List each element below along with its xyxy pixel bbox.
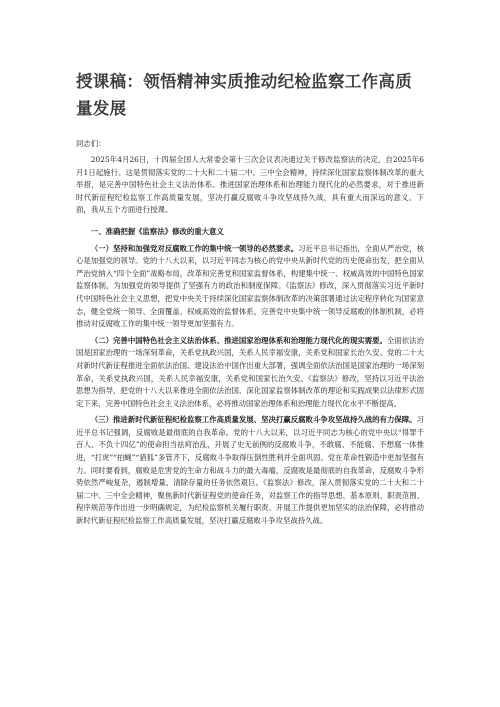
subsection-paragraph-3 bbox=[76, 414, 424, 527]
document-title: 授课稿：领悟精神实质推动纪检监察工作高质量发展 bbox=[76, 72, 412, 118]
intro-paragraph: 2025年4月26日，十四届全国人大常委会第十三次会议表决通过关于修改监察法的决定，自2025年6月1日起施行。这是贯彻落实党的二十大和二十届二中、三中全会精神，持续深化国家监察体制改革的重大举措，是完善中国特色社会主义法治体系、推进国家治理体系和治理能力现代化的必然要求，对于推进新时代新征程纪检监察工作高质量发展，坚决打赢反腐败斗争攻坚战持久战，具有重大而深远的意义。下面，我从五个方面进行授课。 bbox=[76, 155, 424, 215]
subsection-paragraph-1 bbox=[76, 243, 424, 331]
subsection-lead-1: （一）坚持和加强党对反腐败工作的集中统一领导的必然要求。 bbox=[90, 243, 299, 253]
subsection-body-2: 全面依法治国是国家治理的一场深刻革命，关系党执政兴国，关系人民幸福安康，关系党和国家长治久安。党的二十大对新时代新征程推进全面依法治国、建设法治中国作出重大部署，强调全面依法治国是国家治理的一场深刻革命，关系党执政兴国，关系人民幸福安康，关系党和国家长治久安。《监察法》修改，坚持以习近平法治思想为指导，把党的十八大以来推进全面依法治国、深化国家监察体制改革的理论和实践成果以法律形式固定下来，完善中国特色社会主义法治体系，必将推动国家治理体系和治理能力现代化水平不断提高。 bbox=[76, 335, 424, 408]
subsection-lead-2: （二）完善中国特色社会主义法治体系、推进国家治理体系和治理能力现代化的现实需要。 bbox=[90, 335, 387, 345]
section-heading: 一、准确把握《监察法》修改的重大意义 bbox=[90, 226, 224, 236]
greeting: 同志们： bbox=[76, 139, 106, 148]
subsection-body-3: 习近平总书记强调，反腐败是最彻底的自我革命。党的十八大以来，以习近平同志为核心的党中央以“得罪千百人、不负十四亿”的使命担当祛疴治乱，开展了史无前例的反腐败斗争，不敢腐、不能腐、不想腐一体推进，“打虎”“拍蝇”“猎狐”多管齐下，反腐败斗争取得压倒性胜利并全面巩固。党在革命性锻造中更加坚强有力。同时要看到，腐败是危害党的生命力和战斗力的最大毒瘤，反腐败是最彻底的自我革命，反腐败斗争形势依然严峻复杂，遏制增量、清除存量的任务依然艰巨。《监察法》修改，深入贯彻落实党的二十大和二十届二中、三中全会精神，聚焦新时代新征程党的使命任务，对监察工作的指导思想、基本原则、职责范围、程序规范等作出进一步明确规定，为纪检监察机关履行职责、开展工作提供更加坚实的法治保障，必将推动新时代新征程纪检监察工作高质量发展，坚决打赢反腐败斗争攻坚战持久战。 bbox=[76, 415, 424, 526]
subsection-paragraph-2 bbox=[76, 335, 424, 411]
subsection-body-1: 习近平总书记指出，全面从严治党，核心是加强党的领导。党的十八大以来，以习近平同志为核心的党中央从新时代党的历史使命出发，把全面从严治党纳入“四个全面”战略布局，改革和完善党和国家监督体系，构建集中统一、权威高效的中国特色国家监察体制，为加强党的领导提供了坚强有力的政治和制度保障。《监察法》修改，深入贯彻落实习近平新时代中国特色社会主义思想，把党中央关于持续深化国家监察体制改革的决策部署通过法定程序转化为国家意志，健全党统一领导、全面覆盖、权威高效的监督体系，完善党中央集中统一领导反腐败的体制机制，必将推动对反腐败工作的集中统一领导更加坚强有力。 bbox=[76, 243, 424, 329]
subsection-lead-3: （三）推进新时代新征程纪检监察工作高质量发展、坚决打赢反腐败斗争攻坚战持久战的有力保障。 bbox=[90, 415, 417, 425]
